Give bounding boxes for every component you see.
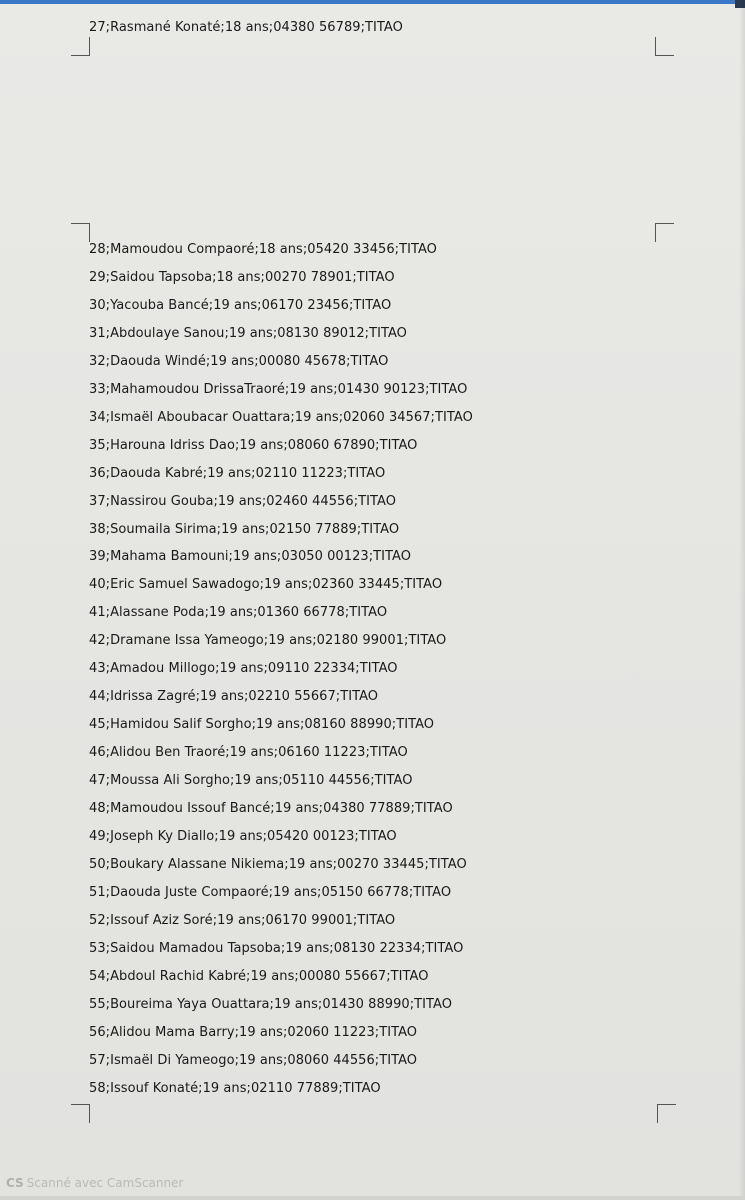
watermark-text: Scanné avec CamScanner bbox=[26, 1176, 184, 1190]
document-line: 36;Daouda Kabré;19 ans;02110 11223;TITAO bbox=[89, 466, 386, 481]
document-line: 50;Boukary Alassane Nikiema;19 ans;00270 33445;TITAO bbox=[89, 857, 467, 872]
document-line: 39;Mahama Bamouni;19 ans;03050 00123;TITAO bbox=[89, 549, 412, 564]
document-line: 47;Moussa Ali Sorgho;19 ans;05110 44556;TITAO bbox=[89, 773, 413, 788]
document-line: 29;Saidou Tapsoba;18 ans;00270 78901;TITAO bbox=[89, 270, 395, 285]
crop-mark-bottom-right-page2 bbox=[657, 1104, 676, 1123]
crop-mark-bottom-right bbox=[655, 223, 674, 242]
document-line: 48;Mamoudou Issouf Bancé;19 ans;04380 77889;TITAO bbox=[89, 801, 453, 816]
page-edge-shadow bbox=[739, 0, 745, 1200]
document-line: 33;Mahamoudou DrissaTraoré;19 ans;01430 90123;TITAO bbox=[89, 382, 468, 397]
document-line: 34;Ismaël Aboubacar Ouattara;19 ans;02060 34567;TITAO bbox=[89, 410, 473, 425]
document-line: 49;Joseph Ky Diallo;19 ans;05420 00123;TITAO bbox=[89, 829, 397, 844]
document-line: 38;Soumaila Sirima;19 ans;02150 77889;TITAO bbox=[89, 522, 400, 537]
document-line: 40;Eric Samuel Sawadogo;19 ans;02360 33445;TITAO bbox=[89, 577, 443, 592]
document-line: 52;Issouf Aziz Soré;19 ans;06170 99001;TITAO bbox=[89, 913, 396, 928]
camscanner-watermark bbox=[6, 1176, 183, 1190]
document-line: 28;Mamoudou Compaoré;18 ans;05420 33456;TITAO bbox=[89, 242, 437, 257]
document-line: 41;Alassane Poda;19 ans;01360 66778;TITAO bbox=[89, 605, 388, 620]
document-line: 55;Boureima Yaya Ouattara;19 ans;01430 88990;TITAO bbox=[89, 997, 453, 1012]
document-line: 53;Saidou Mamadou Tapsoba;19 ans;08130 22334;TITAO bbox=[89, 941, 464, 956]
document-line: 32;Daouda Windé;19 ans;00080 45678;TITAO bbox=[89, 354, 389, 369]
document-line: 27;Rasmané Konaté;18 ans;04380 56789;TITAO bbox=[89, 20, 403, 35]
document-line: 31;Abdoulaye Sanou;19 ans;08130 89012;TITAO bbox=[89, 326, 407, 341]
document-line: 43;Amadou Millogo;19 ans;09110 22334;TITAO bbox=[89, 661, 398, 676]
document-line: 46;Alidou Ben Traoré;19 ans;06160 11223;TITAO bbox=[89, 745, 408, 760]
document-line: 30;Yacouba Bancé;19 ans;06170 23456;TITAO bbox=[89, 298, 392, 313]
crop-mark-bottom-left-page2 bbox=[71, 1104, 90, 1123]
document-line: 56;Alidou Mama Barry;19 ans;02060 11223;TITAO bbox=[89, 1025, 418, 1040]
document-line: 35;Harouna Idriss Dao;19 ans;08060 67890;TITAO bbox=[89, 438, 418, 453]
camscanner-logo: CS bbox=[6, 1176, 24, 1190]
document-line: 37;Nassirou Gouba;19 ans;02460 44556;TITAO bbox=[89, 494, 396, 509]
crop-mark-top-left bbox=[71, 37, 90, 56]
scan-bottom-edge bbox=[0, 1196, 745, 1200]
document-line: 45;Hamidou Salif Sorgho;19 ans;08160 88990;TITAO bbox=[89, 717, 435, 732]
document-line: 57;Ismaël Di Yameogo;19 ans;08060 44556;TITAO bbox=[89, 1053, 418, 1068]
crop-mark-top-right bbox=[655, 37, 674, 56]
document-line: 54;Abdoul Rachid Kabré;19 ans;00080 55667;TITAO bbox=[89, 969, 429, 984]
document-line: 51;Daouda Juste Compaoré;19 ans;05150 66778;TITAO bbox=[89, 885, 452, 900]
crop-mark-bottom-left bbox=[71, 223, 90, 242]
document-line: 44;Idrissa Zagré;19 ans;02210 55667;TITAO bbox=[89, 689, 379, 704]
window-top-bar bbox=[0, 0, 745, 4]
document-line: 58;Issouf Konaté;19 ans;02110 77889;TITAO bbox=[89, 1081, 381, 1096]
document-line: 42;Dramane Issa Yameogo;19 ans;02180 99001;TITAO bbox=[89, 633, 447, 648]
